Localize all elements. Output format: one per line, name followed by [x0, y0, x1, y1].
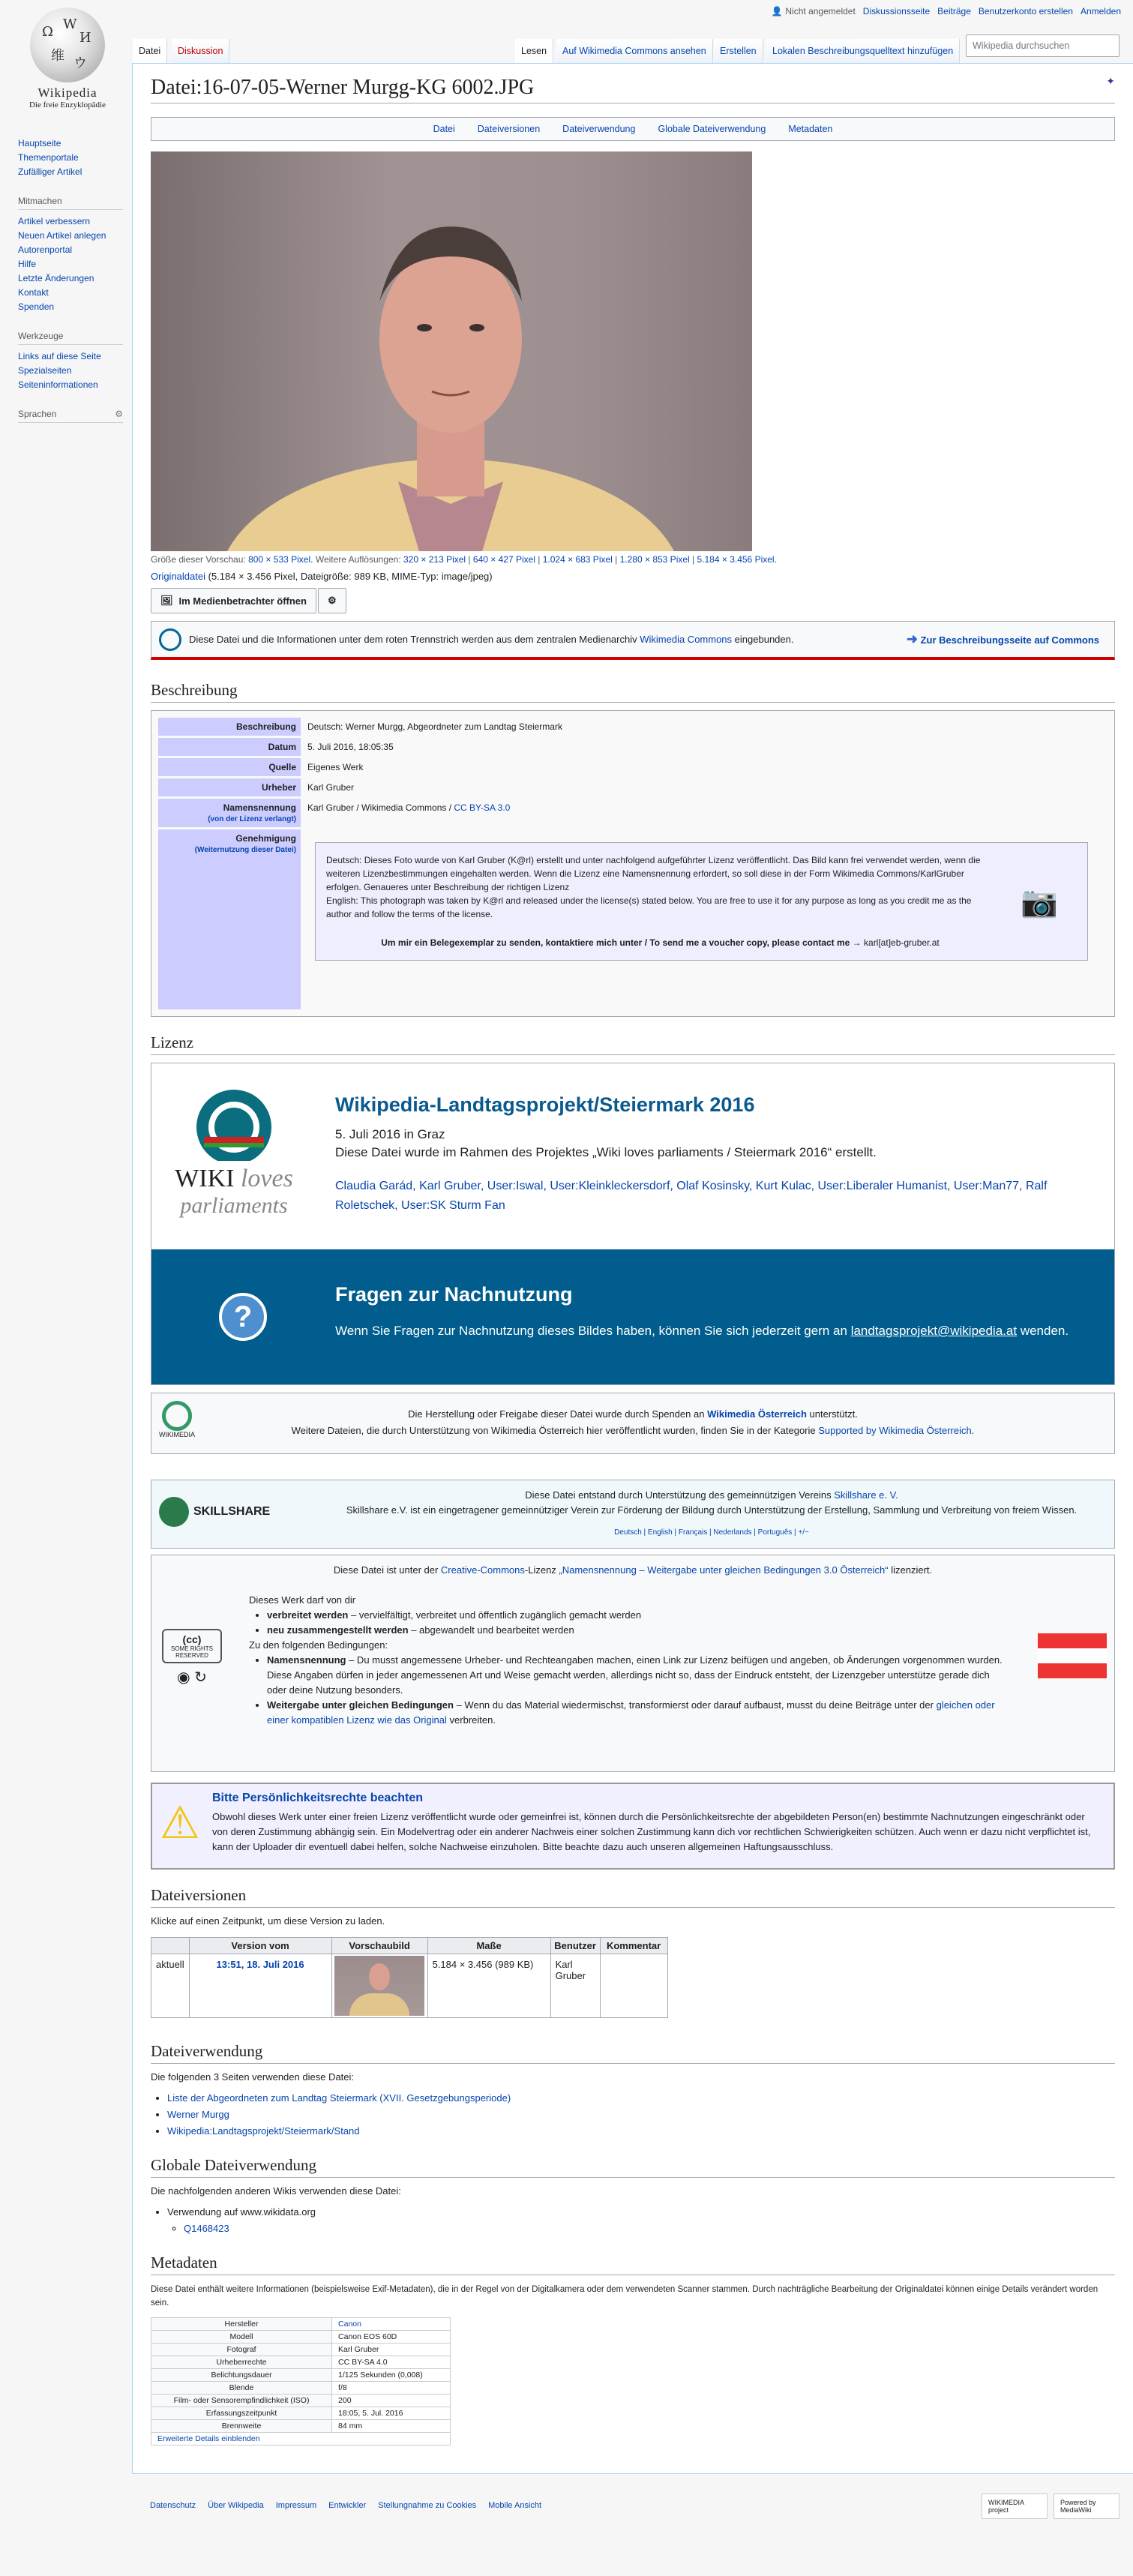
cc-right-text: – abgewandelt und bearbeitet werden: [411, 1624, 574, 1636]
sidebar-item[interactable]: Spezialseiten: [18, 365, 72, 376]
skillshare-logo-text: SKILLSHARE: [193, 1505, 271, 1518]
wlp-logo-word: loves: [240, 1165, 293, 1192]
cc-compatible-link[interactable]: gleichen oder einer kompatiblen Lizenz wie das Original: [267, 1699, 995, 1726]
information-table: [156, 715, 1110, 1012]
perm-sub: (Weiternutzung dieser Datei): [194, 846, 296, 854]
camera-icon: 📷: [1021, 885, 1058, 919]
cc-condition: [267, 1698, 1009, 1728]
table-row: [151, 2420, 451, 2433]
sidebar-item[interactable]: Letzte Änderungen: [18, 273, 94, 283]
meta-key: Blende: [151, 2382, 332, 2395]
meta-key: Erfassungszeitpunkt: [151, 2407, 332, 2420]
permission-text: [326, 853, 994, 949]
not-logged-in: [771, 6, 855, 16]
cc-badge-text: SOME RIGHTS RESERVED: [170, 1645, 213, 1659]
namen-label: Namensnennung: [223, 802, 296, 813]
tab-commons[interactable]: Auf Wikimedia Commons ansehen: [556, 39, 713, 63]
wordmark: Wikipedia: [37, 85, 97, 100]
pers-title: Bitte Persönlichkeitsrechte beachten: [212, 1792, 423, 1804]
wlp-desc: Diese Datei wurde im Rahmen des Projektes „Wiki loves parliaments / Steiermark 2016“ erstellt.: [335, 1145, 877, 1159]
nav-datei[interactable]: Datei: [433, 124, 455, 134]
cc-cond-list: [267, 1653, 1009, 1728]
usage-list: [167, 2090, 1115, 2140]
preview-size-label: Größe dieser Vorschau:: [151, 554, 246, 565]
meta-value: Canon EOS 60D: [332, 2331, 451, 2344]
wmat-line2: [151, 1425, 1114, 1436]
wmat-text: Die Herstellung oder Freigabe dieser Datei wurde durch Spenden an: [408, 1408, 705, 1420]
cc-badge: [162, 1629, 222, 1687]
sidebar-heading: Werkzeuge: [18, 331, 123, 345]
cc-license-box: [151, 1555, 1115, 1772]
wmat-link[interactable]: Wikimedia Österreich: [707, 1408, 807, 1420]
commons-tail: eingebunden.: [734, 634, 794, 645]
user-icon: 👤: [771, 6, 783, 16]
wmat-category-link[interactable]: Supported by Wikimedia Österreich.: [818, 1425, 975, 1436]
contribs-link[interactable]: Beiträge: [937, 6, 971, 16]
nav-versionen[interactable]: Dateiversionen: [477, 124, 541, 134]
section-heading: Metadaten: [151, 2254, 1115, 2275]
wlp-logo-wiki: [174, 1165, 294, 1193]
cc-right: [267, 1623, 1009, 1638]
cc-head: [151, 1564, 1114, 1576]
info-label: Datum: [158, 738, 301, 756]
skillshare-logo: [159, 1497, 270, 1527]
meta-value: Karl Gruber: [332, 2344, 451, 2356]
perm-de: Deutsch: Dieses Foto wurde von Karl Gruber (K@rl) erstellt und unter nachfolgend aufgeführter Lizenz veröffentlicht. Das Bild kann frei verwendet werden, wenn die weiteren Lizenzbestimmungen eingehalten werden. Wenn die Lizenz eine Namensnennung erfordert, so soll diese in der Form Wikimedia Commons/KarlGruber erfolgen. Genaueres unter Beschreibung der richtigen Lizenz: [326, 855, 981, 892]
info-value: Deutsch: Werner Murgg, Abgeordneter zum Landtag Steiermark: [307, 721, 562, 732]
sidebar-languages: [18, 409, 123, 423]
list-item: [167, 2107, 1115, 2123]
image-icon: 🖼: [160, 595, 173, 606]
footer-link[interactable]: Datenschutz: [150, 2501, 196, 2510]
cc-text: Diese Datei ist unter der: [333, 1564, 439, 1576]
footer-badges: [982, 2494, 1120, 2519]
meta-value: CC BY-SA 4.0: [332, 2356, 451, 2369]
sidebar-heading: Mitmachen: [18, 196, 123, 210]
skill-line1: [316, 1489, 1107, 1501]
wlp-participants[interactable]: Claudia Garád, Karl Gruber, User:Iswal, User:Kleinkleckersdorf, Olaf Kosinsky, Kurt Kulac, User:Liberaler Humanist, User:Man77, Ralf Roletschek, User:SK Sturm Fan: [335, 1180, 1048, 1212]
usage-link[interactable]: Liste der Abgeordneten zum Landtag Steiermark (XVII. Gesetzgebungsperiode): [167, 2092, 511, 2104]
version-current: aktuell: [151, 1954, 190, 2018]
section-heading: Globale Dateiverwendung: [151, 2156, 1115, 2178]
sidebar-item[interactable]: Spenden: [18, 301, 55, 312]
preview-sizes: Größe dieser Vorschau: 800 × 533 Pixel. Weitere Auflösungen: 320 × 213 Pixel | 640 × 427 Pixel | 1.024 × 683 Pixel | 1.280 × 853 Pixel | 5.184 × 3.456 Pixel.: [151, 554, 777, 565]
wlp-title: Wikipedia-Landtagsprojekt/Steiermark 2016: [335, 1093, 755, 1116]
commons-text: Diese Datei und die Informationen unter dem roten Trennstrich werden aus dem zentralen Medienarchiv: [189, 634, 637, 645]
namen-value: Karl Gruber / Wikimedia Commons /: [307, 802, 452, 813]
wmat-logo-text: WIKIMEDIA: [159, 1431, 196, 1438]
info-value: [303, 829, 1108, 1009]
section-heading: Dateiverwendung: [151, 2042, 1115, 2064]
cc-text: lizenziert.: [891, 1564, 933, 1576]
global-intro: Die nachfolgenden anderen Wikis verwenden diese Datei:: [151, 2185, 401, 2197]
talk-link[interactable]: Diskussionsseite: [862, 6, 931, 16]
cc-license-link[interactable]: „Namensnennung – Weitergabe unter gleichen Bedingungen 3.0 Österreich“: [559, 1564, 889, 1576]
version-size: 5.184 × 3.456 (989 KB): [427, 1954, 550, 2018]
cc-text: -Lizenz: [524, 1564, 556, 1576]
meta-key: Fotograf: [151, 2344, 332, 2356]
commons-icon[interactable]: ✦: [1106, 76, 1115, 88]
footer-links: [150, 2501, 541, 2510]
preview-size-link[interactable]: 800 × 533 Pixel.: [248, 554, 313, 565]
info-value: [303, 799, 1108, 827]
usage-link[interactable]: Werner Murgg: [167, 2109, 229, 2120]
information-box: [151, 710, 1115, 1017]
section-heading: Lizenz: [151, 1033, 1115, 1055]
sidebar-item-hauptseite[interactable]: Hauptseite: [18, 138, 61, 148]
skillshare-box: [151, 1480, 1115, 1549]
meta-value: f/8: [332, 2382, 451, 2395]
wikipedia-logo[interactable]: [15, 7, 120, 109]
meta-value-link[interactable]: Canon: [338, 2320, 361, 2329]
info-value: 5. Juli 2016, 18:05:35: [307, 742, 394, 752]
meta-value: 18:05, 5. Jul. 2016: [332, 2407, 451, 2420]
commons-logo-icon: [159, 628, 181, 651]
skill-line2: Skillshare e.V. ist ein eingetragener gemeinnütziger Verein zur Förderung der Bildung durch Unterstützung der Erstellung, Sammlung und Verbreitung von freiem Wissen.: [346, 1504, 1078, 1516]
meta-key: Brennweite: [151, 2420, 332, 2433]
skill-languages[interactable]: Deutsch | English | Français | Nederlands | Português | +/−: [614, 1528, 809, 1537]
list-item: [167, 2123, 1115, 2140]
table-row: [151, 2318, 451, 2331]
wlp-logo-word: WIKI: [175, 1165, 235, 1192]
global-list: [167, 2204, 1115, 2237]
wlp-logo-word: parliaments: [180, 1193, 288, 1218]
portrait-image: [151, 151, 752, 551]
info-value: Eigenes Werk: [307, 762, 364, 772]
tab-read[interactable]: Lesen: [515, 39, 553, 63]
versions-intro: Klicke auf einen Zeitpunkt, um diese Version zu laden.: [151, 1915, 385, 1927]
permission-box: [315, 842, 1088, 961]
versions-col: Version vom: [189, 1938, 331, 1954]
wlp-box: [151, 1063, 1115, 1385]
cc-cond: Zu den folgenden Bedingungen:: [249, 1639, 388, 1651]
meta-intro: Diese Datei enthält weitere Informationen (beispielsweise Exif-Metadaten), die in der Regel von der Digitalkamera oder dem verwendeten Scanner stammen. Durch nachträgliche Bearbeitung der Originaldatei können einige Details verändert worden sein.: [151, 2285, 1099, 2308]
versions-table: [151, 1937, 668, 2018]
table-row: [151, 2407, 451, 2420]
footer-link[interactable]: Über Wikipedia: [208, 2501, 264, 2510]
austria-flag: [1038, 1633, 1107, 1678]
file-preview-image[interactable]: [151, 151, 752, 551]
sidebar-item[interactable]: Autorenportal: [18, 244, 73, 255]
page-title: [151, 76, 1115, 103]
meta-key: Hersteller: [151, 2318, 332, 2331]
wlp-logo-icon: [189, 1086, 279, 1161]
original-file-info: (5.184 × 3.456 Pixel, Dateigröße: 989 KB, MIME-Typ: image/jpeg): [208, 571, 493, 582]
table-row: [151, 2382, 451, 2395]
show-extended-details-link[interactable]: Erweiterte Details einblenden: [157, 2434, 260, 2443]
faq-text: [335, 1321, 1092, 1341]
wlp-logo: [174, 1086, 294, 1219]
original-file: [151, 571, 1115, 582]
namen-sub: (von der Lizenz verlangt): [208, 815, 296, 823]
meta-key: Belichtungsdauer: [151, 2369, 332, 2382]
faq-title: Fragen zur Nachnutzung: [335, 1283, 573, 1306]
viewer-btn-label: Im Medienbetrachter öffnen: [178, 595, 307, 607]
list-item: [167, 2204, 1115, 2237]
footer-link[interactable]: Mobile Ansicht: [488, 2501, 542, 2510]
global-wiki: Verwendung auf www.wikidata.org: [167, 2206, 316, 2218]
cc-link[interactable]: Creative-Commons: [440, 1564, 525, 1576]
cc-right-title: neu zusammengestellt werden: [267, 1624, 409, 1636]
list-item: [184, 2221, 1115, 2237]
wmat-text: unterstützt.: [809, 1408, 858, 1420]
versions-col: [151, 1938, 190, 1954]
page-title-text: Datei:16-07-05-Werner Murgg-KG 6002.JPG: [151, 76, 535, 99]
cc-cond-text: verbreiten.: [449, 1714, 496, 1726]
info-label: Quelle: [158, 758, 301, 776]
meta-key: Urheberrechte: [151, 2356, 332, 2369]
res-link[interactable]: 1.280 × 853 Pixel: [619, 554, 690, 565]
viewer-buttons: [151, 588, 1115, 613]
wmat-text: Weitere Dateien, die durch Unterstützung von Wikimedia Österreich hier veröffentlicht wurden, finden Sie in der Kategorie: [291, 1425, 816, 1436]
sidebar-item[interactable]: Neuen Artikel anlegen: [18, 230, 106, 241]
info-label: Urheber: [158, 778, 301, 796]
commons-banner: [151, 621, 1115, 660]
versions-col: Benutzer: [550, 1938, 600, 1954]
version-comment: [600, 1954, 667, 2018]
wlp-date: 5. Juli 2016 in Graz: [335, 1127, 445, 1141]
meta-value: 1/125 Sekunden (0,008): [332, 2369, 451, 2382]
thumb-image: [334, 1956, 424, 2016]
sidebar-item[interactable]: Links auf diese Seite: [18, 351, 101, 361]
wikimedia-project-badge[interactable]: WIKIMEDIA project: [982, 2494, 1048, 2519]
content: [132, 63, 1133, 2474]
info-label: Beschreibung: [158, 718, 301, 736]
faq-body: Wenn Sie Fragen zur Nachnutzung dieses Bildes haben, können Sie sich jederzeit gern an: [335, 1324, 847, 1338]
wlp-text: [335, 1093, 1099, 1216]
login-link[interactable]: Anmelden: [1080, 6, 1121, 16]
wikidata-item-link[interactable]: Q1468423: [184, 2223, 229, 2234]
sidebar: [18, 136, 123, 439]
cc-cond-text: – Du musst angemessene Urheber- und Rechteangaben machen, einen Link zur Lizenz beifügen und angeben, ob Änderungen vorgenommen wurden. Diese Angaben dürfen in jeder angemessenen Art und Weise gemacht werden, allerdings nicht so, dass der Eindruck entsteht, der Lizenzgeber unterstütze gerade dich oder deine Nutzung besonders.: [267, 1654, 1003, 1696]
perm-label: Genehmigung: [235, 833, 296, 844]
skillshare-icon: [159, 1497, 189, 1527]
cc-may: Dieses Werk darf von dir: [249, 1594, 356, 1606]
nav-global[interactable]: Globale Dateiverwendung: [658, 124, 766, 134]
global-sublist: [184, 2221, 1115, 2237]
cc-right-title: verbreitet werden: [267, 1609, 349, 1621]
question-icon: ?: [219, 1293, 267, 1341]
table-row: [151, 2356, 451, 2369]
perm-contact: Um mir ein Belegexemplar zu senden, kontaktiere mich unter / To send me a voucher copy, please contact me →: [381, 937, 862, 948]
footer-link[interactable]: Entwickler: [328, 2501, 367, 2510]
personal-tools: [771, 6, 1121, 16]
footer-link[interactable]: Impressum: [275, 2501, 317, 2510]
table-row: [151, 1954, 668, 2018]
res-link[interactable]: 320 × 213 Pixel: [403, 554, 466, 565]
license-link[interactable]: CC BY-SA 3.0: [454, 802, 511, 813]
tab-file[interactable]: Datei: [133, 39, 167, 63]
nav-verwendung[interactable]: Dateiverwendung: [562, 124, 636, 134]
cc-cond-title: Weitergabe unter gleichen Bedingungen: [267, 1699, 454, 1711]
tab-create[interactable]: Erstellen: [714, 39, 763, 63]
cc-right: [267, 1608, 1009, 1623]
gear-icon[interactable]: ⚙: [115, 409, 123, 419]
commons-link[interactable]: Wikimedia Commons: [640, 634, 733, 645]
section-heading: Beschreibung: [151, 681, 1115, 703]
perm-mail: karl[at]eb-gruber.at: [864, 937, 940, 948]
res-link[interactable]: 5.184 × 3.456 Pixel.: [697, 554, 777, 565]
create-account-link[interactable]: Benutzerkonto erstellen: [978, 6, 1073, 16]
nav-metadaten[interactable]: Metadaten: [788, 124, 833, 134]
sidebar-mitmachen: [18, 196, 123, 314]
file-section-nav: [151, 117, 1115, 141]
cc-cond-text: – Wenn du das Material wiedermischst, transformierst oder darauf aufbaust, musst du deine Beiträge unter der: [456, 1699, 934, 1711]
sidebar-item[interactable]: Seiteninformationen: [18, 379, 98, 390]
info-label: [158, 799, 301, 827]
versions-col: Kommentar: [600, 1938, 667, 1954]
meta-value: 200: [332, 2395, 451, 2407]
cc-cond-title: Namensnennung: [267, 1654, 346, 1666]
arrow-right-icon: ➜: [906, 631, 918, 646]
info-label: [158, 829, 301, 1009]
versions-col: Vorschaubild: [331, 1938, 427, 1954]
sidebar-item[interactable]: Artikel verbessern: [18, 216, 91, 226]
skill-link[interactable]: Skillshare e. V.: [834, 1489, 898, 1501]
perm-contact-row: [326, 936, 994, 949]
commons-page-label: Zur Beschreibungsseite auf Commons: [920, 634, 1099, 646]
perm-en: English: This photograph was taken by K@rl and released under the license(s) stated below. You are free to use it for any purpose as long as you credit me as the author and follow the terms of the license.: [326, 895, 972, 919]
table-row: [151, 2344, 451, 2356]
sidebar-tools: [18, 331, 123, 392]
search-input[interactable]: Wikipedia durchsuchen: [966, 34, 1120, 57]
skill-text: Diese Datei entstand durch Unterstützung des gemeinnützigen Vereins: [525, 1489, 832, 1501]
table-row: [151, 2331, 451, 2344]
meta-key: Film- oder Sensorempfindlichkeit (ISO): [151, 2395, 332, 2407]
version-date-link[interactable]: 13:51, 18. Juli 2016: [216, 1959, 304, 1970]
table-row: [151, 2395, 451, 2407]
tab-local[interactable]: Lokalen Beschreibungsquelltext hinzufügen: [766, 39, 960, 63]
cc-right-text: – vervielfältigt, verbreitet und öffentlich zugänglich gemacht werden: [351, 1609, 642, 1621]
warning-icon: ⚠: [160, 1798, 200, 1848]
personality-rights-box: [151, 1783, 1115, 1870]
tab-talk[interactable]: Diskussion: [172, 39, 229, 63]
section-heading: Dateiversionen: [151, 1886, 1115, 1908]
table-row: [151, 2369, 451, 2382]
not-logged-label: Nicht angemeldet: [785, 6, 856, 16]
cc-body: [249, 1593, 1009, 1728]
usage-intro: Die folgenden 3 Seiten verwenden diese Datei:: [151, 2071, 355, 2083]
globe-icon: Ω W И 维 ウ: [30, 7, 105, 82]
languages-label: Sprachen: [18, 409, 57, 419]
usage-link[interactable]: Wikipedia:Landtagsprojekt/Steiermark/Stand: [167, 2125, 360, 2137]
cc-condition: [267, 1653, 1009, 1698]
tagline: Die freie Enzyklopädie: [28, 100, 106, 109]
faq-banner: [151, 1249, 1114, 1384]
footer-link[interactable]: Stellungnahme zu Cookies: [378, 2501, 477, 2510]
wmat-line1: [151, 1408, 1114, 1420]
original-file-link[interactable]: Originaldatei: [151, 571, 205, 582]
version-thumbnail[interactable]: [331, 1954, 427, 2018]
mediawiki-badge[interactable]: Powered by MediaWiki: [1054, 2494, 1120, 2519]
sidebar-main: [18, 136, 123, 179]
more-res-label: Weitere Auflösungen:: [315, 554, 401, 565]
metadata-table: [151, 2317, 451, 2446]
settings-button[interactable]: [318, 588, 346, 613]
res-link[interactable]: 1.024 × 683 Pixel: [542, 554, 613, 565]
meta-key: Modell: [151, 2331, 332, 2344]
sidebar-item-themenportale[interactable]: Themenportale: [18, 152, 79, 163]
sidebar-item[interactable]: Hilfe: [18, 259, 37, 269]
versions-col: Maße: [427, 1938, 550, 1954]
info-value: Karl Gruber: [307, 782, 355, 793]
cc-icon: (cc) SOME RIGHTS RESERVED: [162, 1629, 222, 1663]
list-item: [167, 2090, 1115, 2107]
pers-text: Obwohl dieses Werk unter einer freien Lizenz veröffentlicht wurde oder gemeinfrei ist, können durch die Persönlichkeitsrechte der abgebildeten Person(en) bestimmte Nachnutzungen eingeschränkt oder von deren Zustimmung abhängig sein. Ein Modelvertrag oder ein anderer Nachweis einer solchen Zustimmung kann dich vor rechtlichen Schwierigkeiten schützen. Auch wenn er dazu nicht verpflichtet ist, kann der Uploader dir eventuell dabei helfen, solche Nachweise einzuholen. Bitte beachte dazu auch unseren allgemeinen Haftungsausschluss.: [212, 1811, 1091, 1852]
faq-mail-link[interactable]: landtagsprojekt@wikipedia.at: [850, 1324, 1018, 1338]
by-sa-icon: ◉ ↻: [177, 1669, 207, 1686]
sidebar-item-zufall[interactable]: Zufälliger Artikel: [18, 166, 82, 177]
res-link[interactable]: 640 × 427 Pixel: [472, 554, 535, 565]
wmat-box: [151, 1393, 1115, 1454]
gear-icon: ⚙: [327, 595, 337, 606]
cc-rights-list: [267, 1608, 1009, 1638]
open-media-viewer-button[interactable]: [151, 588, 316, 613]
sidebar-heading: [18, 409, 123, 423]
commons-page-button[interactable]: [907, 631, 1099, 647]
sidebar-item[interactable]: Kontakt: [18, 287, 49, 298]
meta-value: 84 mm: [332, 2420, 451, 2433]
faq-tail: wenden.: [1020, 1324, 1069, 1338]
version-user: Karl Gruber: [550, 1954, 600, 2018]
table-row: [151, 2433, 451, 2446]
